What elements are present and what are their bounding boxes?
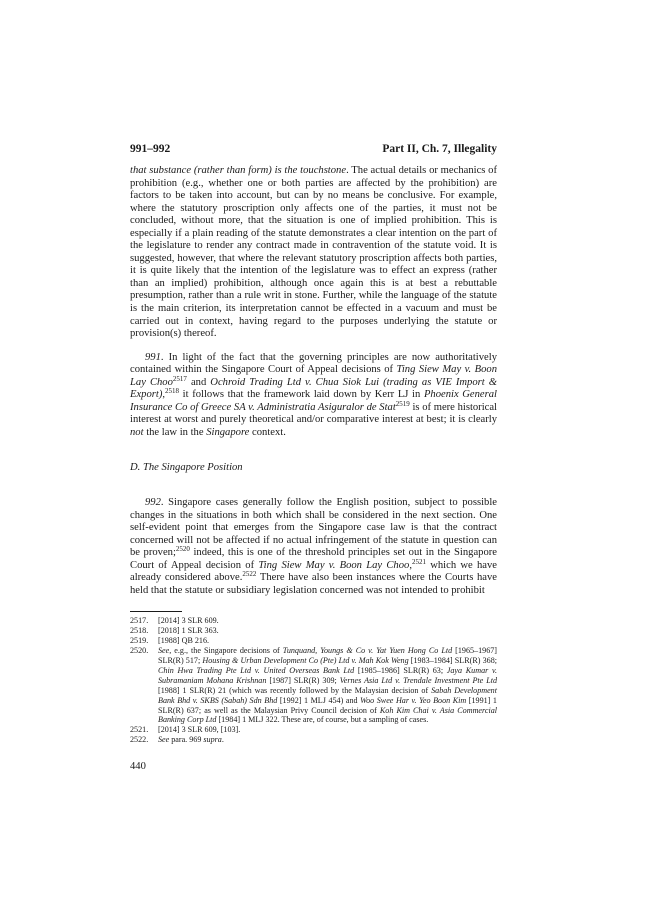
footnote-ref[interactable]: 2518 xyxy=(165,387,180,396)
footnote-2522: 2522. See para. 969 supra. xyxy=(130,735,224,745)
footnote-ref[interactable]: 2521 xyxy=(411,557,426,566)
paragraph-991: 991. In light of the fact that the governing principles are now authoritatively contained within the Singapore Court of Appeal decisions of Ting Siew May v. Boon Lay Choo$^{2517}$ and Ochroid Trading Ltd v. Chua Siok Lui (trading as VIE Import & Export),$^{2518}$ it follows that the framework laid down by Kerr LJ in Phoenix General Insurance Co of Greece SA v. Administratia Asiguralor de Stat$^{2519}$ is of mere historical interest at worst and purely theoretical and/or comparative interest at best; it is clearly not the law in the Singapore context. xyxy=(130,351,498,438)
chapter-title: Part II, Ch. 7, Illegality xyxy=(382,143,497,155)
footnote-2519: 2519. [1988] QB 216. xyxy=(130,636,210,646)
paragraph-992: 992. Singapore cases generally follow the English position, subject to possible changes in the situations in both which shall be considered in the next section. One self-evident point that emerges from the Singapore case law is that the contract concerned will not be affected if no actual infringement of the statute in question can be proven;$^{2520}$ indeed, this is one of the threshold principles set out in the Singapore Court of Appeal decision of Ting Siew May v. Boon Lay Choo,$^{2521}$ which we have already considered above.$^{2522}$ There have also been instances where the Courts have held that the statute or subsidiary legislation concerned was not intended to prohibit xyxy=(130,497,497,596)
footnote-ref[interactable]: 2522 xyxy=(242,570,257,579)
footnote-2518: 2518. [2018] 1 SLR 363. xyxy=(130,626,219,636)
paragraph-number: 992 xyxy=(145,497,161,509)
main-content xyxy=(130,165,497,774)
footnote-ref[interactable]: 2520 xyxy=(175,545,190,554)
footnote-ref[interactable]: 2519 xyxy=(395,399,410,408)
footnote-2520: 2520. See, e.g., the Singapore decisions of Tunquand, Youngs & Co v. Yat Yuen Hong Co Ltd [1965–1967] SLR(R) 517; Housing & Urban Development Co (Pte) Ltd v. Mah Kok Weng [1983–1984] SLR(R) 368; Chin Hwa Trading Pte Ltd v. United Overseas Bank Ltd [1985–1986] SLR(R) 63; Jaya Kumar v. Subramaniam Mohana Krishnan [1987] SLR(R) 309; Vernes Asia Ltd v. Trendale Investment Pte Ltd [1988] 1 SLR(R) 21 (which was recently followed by the Malaysian decision of Sabah Development Bank Bhd v. SKBS (Sabah) Sdn Bhd [1992] 1 MLJ 454) and Woo Swee Har v. Yeo Boon Kim [1991] 1 SLR(R) 637; as well as the Malaysian Privy Council decision of Koh Kim Chai v. Asia Commercial Banking Corp Ltd [1984] 1 MLJ 322. These are, of course, but a sampling of cases. xyxy=(130,646,497,725)
paragraph-number: 991 xyxy=(145,351,161,363)
footnote-ref[interactable]: 2517 xyxy=(172,374,187,383)
page-number: 440 xyxy=(130,761,146,773)
section-heading: D. The Singapore Position xyxy=(130,462,243,474)
footnote-divider xyxy=(130,611,182,612)
footnote-2517: 2517. [2014] 3 SLR 609. xyxy=(130,616,219,626)
footnote-2521: 2521. [2014] 3 SLR 609, [103]. xyxy=(130,725,241,735)
footnotes xyxy=(130,616,497,745)
paragraph-range: 991–992 xyxy=(130,143,171,155)
paragraph-continuation: that substance (rather than form) is the touchstone. The actual details or mechanics of prohibition (e.g., whether one or both parties are affected by the prohibition) are factors to be taken into account, but can by no means be conclusive. For example, where the statutory proscription only affects one of the parties, it must not be concluded, without more, that the situation is one of implied prohibition. This is especially if a plain reading of the statute demonstrates a clear intention on the part of the legislature to render any contract made in contravention of the statute void. It is suggested, however, that where the relevant statutory proscription affects both parties, it is quite likely that the intention of the legislature was to effect an express (rather than an implied) prohibition, although once again this is at best a rebuttable presumption, rather than a rule writ in stone. Further, while the language of the statute is the main criterion, its interpretation cannot be effected in a vacuum and must be carried out in context, having regard to the purposes underlying the statute or provision(s) thereof. xyxy=(130,165,498,340)
